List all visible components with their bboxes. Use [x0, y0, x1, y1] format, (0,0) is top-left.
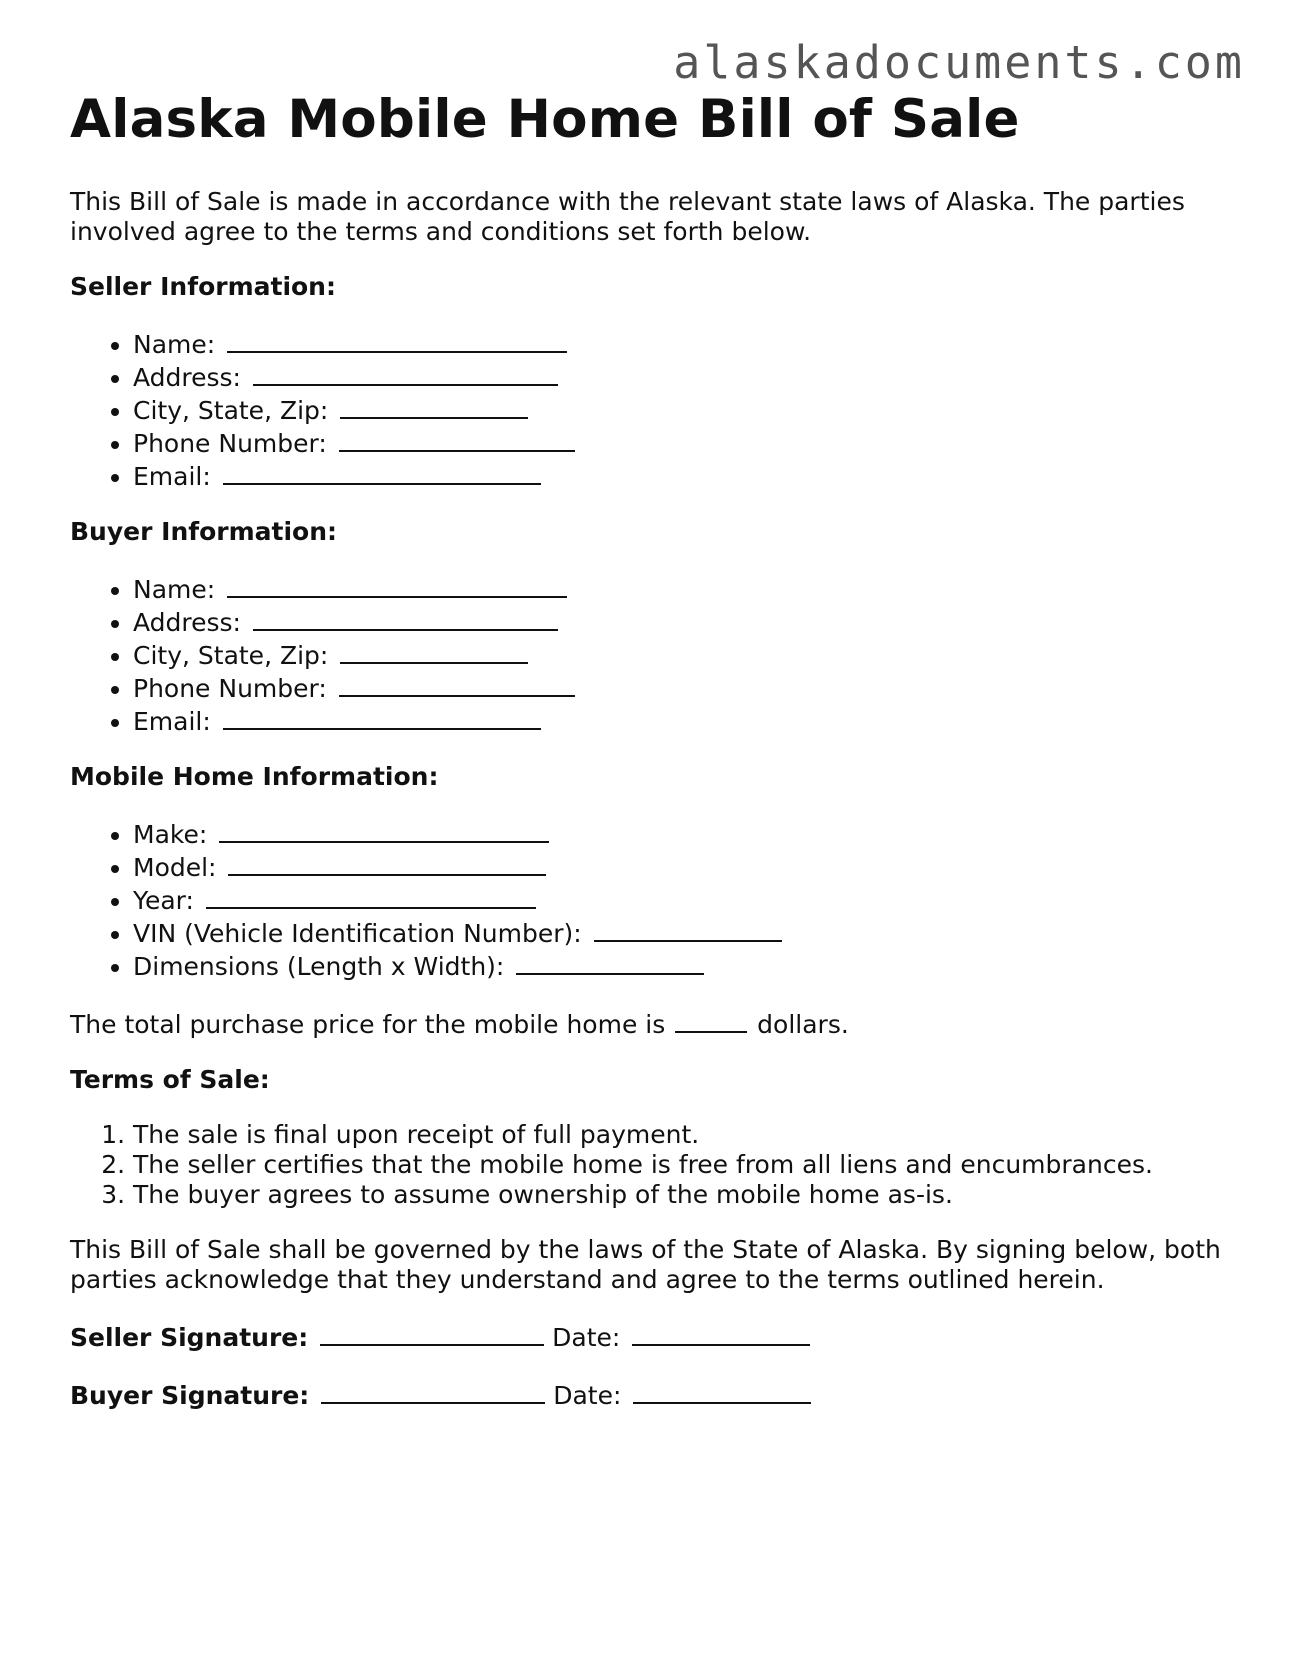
buyer-city-state-zip-blank[interactable]: [340, 638, 528, 664]
terms-of-sale-list: [70, 1120, 1230, 1210]
list-item: [133, 704, 1230, 737]
list-item: [133, 916, 1230, 949]
list-item: [133, 883, 1230, 916]
buyer-email-blank[interactable]: [223, 704, 541, 730]
purchase-price-statement: [70, 1007, 1230, 1040]
purchase-price-blank[interactable]: [675, 1007, 747, 1033]
dimensions-blank[interactable]: [516, 949, 704, 975]
seller-email-label: Email:: [133, 461, 211, 491]
seller-information-heading: Seller Information:: [70, 271, 336, 301]
buyer-city-state-zip-label: City, State, Zip:: [133, 640, 329, 670]
list-item: [133, 605, 1230, 638]
year-label: Year:: [133, 885, 194, 915]
buyer-name-label: Name:: [133, 574, 216, 604]
buyer-name-blank[interactable]: [227, 572, 567, 598]
buyer-signature-blank[interactable]: [321, 1378, 545, 1404]
seller-date-label: Date:: [552, 1322, 621, 1352]
seller-city-state-zip-label: City, State, Zip:: [133, 395, 329, 425]
vin-label: VIN (Vehicle Identification Number):: [133, 918, 582, 948]
list-item: [133, 572, 1230, 605]
seller-email-blank[interactable]: [223, 459, 541, 485]
mobile-home-information-list: [70, 817, 1230, 982]
list-item: [133, 638, 1230, 671]
buyer-phone-blank[interactable]: [339, 671, 575, 697]
list-item: [133, 327, 1230, 360]
seller-signature-line: [70, 1320, 1230, 1353]
seller-address-blank[interactable]: [253, 360, 558, 386]
site-watermark: alaskadocuments.com: [673, 36, 1245, 89]
dimensions-label: Dimensions (Length x Width):: [133, 951, 505, 981]
document-title: Alaska Mobile Home Bill of Sale: [70, 89, 1020, 150]
price-text-after: dollars.: [757, 1009, 849, 1039]
list-item: [133, 850, 1230, 883]
year-blank[interactable]: [206, 883, 536, 909]
model-label: Model:: [133, 852, 217, 882]
seller-address-label: Address:: [133, 362, 241, 392]
list-item: 3. The buyer agrees to assume ownership of the mobile home as-is.: [133, 1180, 1230, 1210]
list-item: [133, 426, 1230, 459]
seller-information-list: [70, 327, 1230, 492]
list-item: 2. The seller certifies that the mobile home is free from all liens and encumbrances.: [133, 1150, 1230, 1180]
list-item: [133, 393, 1230, 426]
buyer-information-heading: Buyer Information:: [70, 516, 338, 546]
seller-signature-blank[interactable]: [320, 1320, 544, 1346]
buyer-information-list: [70, 572, 1230, 737]
list-item: [133, 671, 1230, 704]
list-item: [133, 817, 1230, 850]
make-label: Make:: [133, 819, 208, 849]
buyer-address-label: Address:: [133, 607, 241, 637]
mobile-home-information-heading: Mobile Home Information:: [70, 761, 439, 791]
seller-name-blank[interactable]: [227, 327, 567, 353]
list-item: [133, 949, 1230, 982]
intro-paragraph: This Bill of Sale is made in accordance with the relevant state laws of Alaska. The parties involved agree to the terms and conditions set forth below.: [70, 186, 1185, 246]
price-text-before: The total purchase price for the mobile home is: [70, 1009, 666, 1039]
buyer-address-blank[interactable]: [253, 605, 558, 631]
seller-phone-label: Phone Number:: [133, 428, 327, 458]
seller-signature-label: Seller Signature:: [70, 1322, 309, 1352]
seller-phone-blank[interactable]: [339, 426, 575, 452]
list-item: 1. The sale is final upon receipt of full payment.: [133, 1120, 1230, 1150]
buyer-date-blank[interactable]: [633, 1378, 811, 1404]
vin-blank[interactable]: [594, 916, 782, 942]
buyer-signature-label: Buyer Signature:: [70, 1380, 310, 1410]
seller-name-label: Name:: [133, 329, 216, 359]
seller-date-blank[interactable]: [632, 1320, 810, 1346]
buyer-phone-label: Phone Number:: [133, 673, 327, 703]
list-item: [133, 459, 1230, 492]
terms-of-sale-heading: Terms of Sale:: [70, 1064, 270, 1094]
seller-city-state-zip-blank[interactable]: [340, 393, 528, 419]
buyer-email-label: Email:: [133, 706, 211, 736]
buyer-date-label: Date:: [553, 1380, 622, 1410]
governing-law-paragraph: This Bill of Sale shall be governed by the laws of the State of Alaska. By signing below, both parties acknowledge that they understand and agree to the terms outlined herein.: [70, 1234, 1221, 1294]
model-blank[interactable]: [228, 850, 546, 876]
bill-of-sale-document: [70, 90, 1230, 1411]
list-item: [133, 360, 1230, 393]
make-blank[interactable]: [219, 817, 549, 843]
buyer-signature-line: [70, 1378, 1230, 1411]
